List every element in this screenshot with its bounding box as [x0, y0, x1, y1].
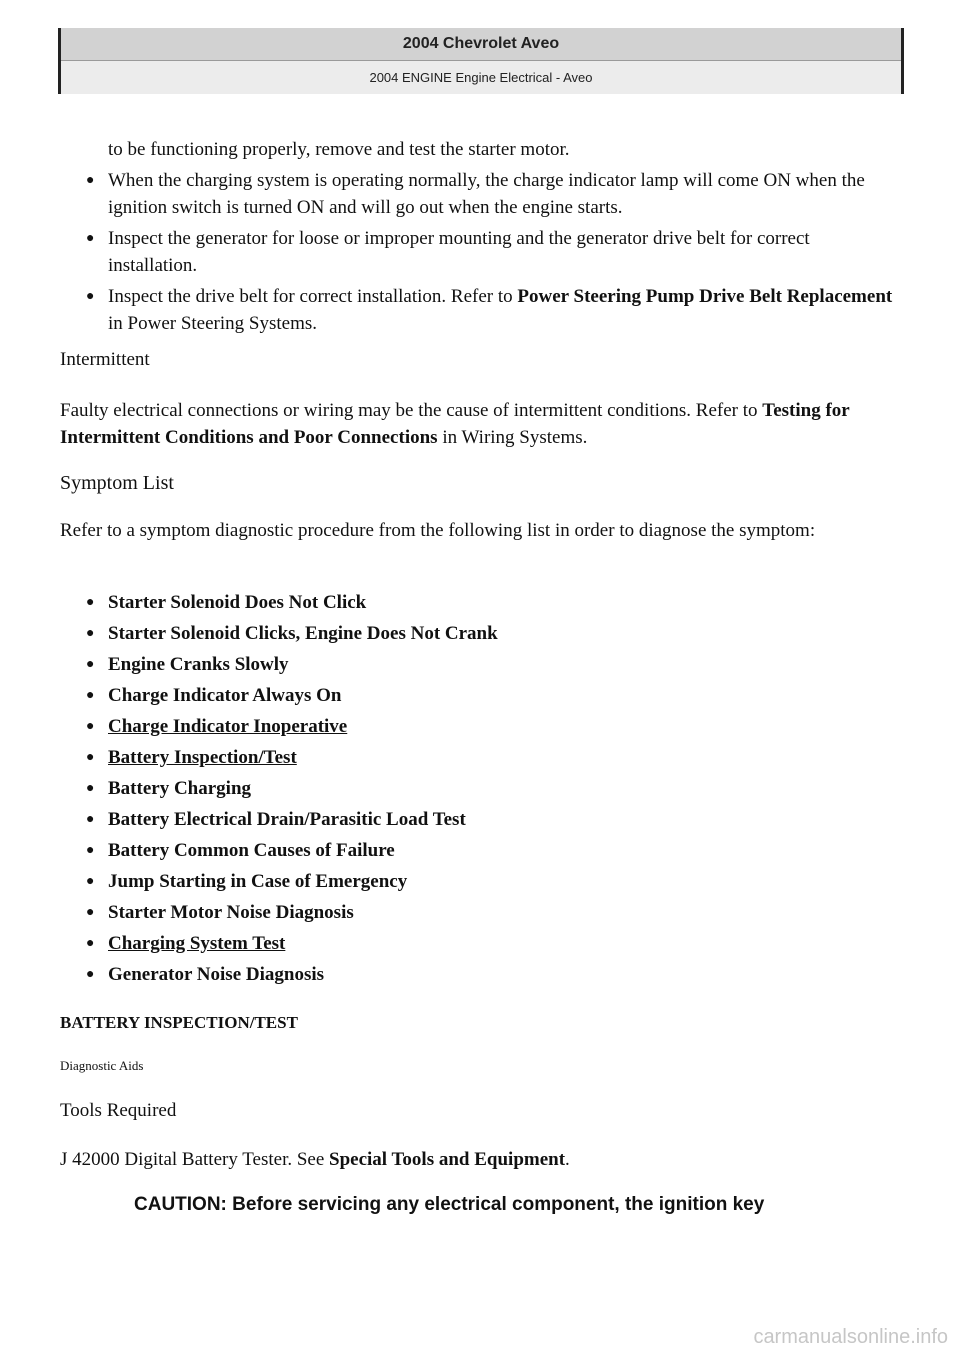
list-item [0, 961, 900, 988]
tool-paragraph [60, 1146, 900, 1173]
list-item [0, 899, 900, 926]
bullet-text: Inspect the generator for loose or improper mounting and the generator drive belt for correct installation. [108, 228, 810, 276]
bullet-text-before: Inspect the drive belt for correct installation. Refer to [108, 286, 518, 307]
list-item [0, 775, 900, 802]
list-item[interactable] [0, 713, 900, 740]
intro-bullet-list [0, 167, 900, 337]
symptom-label: Starter Solenoid Does Not Click [108, 592, 367, 613]
symptom-link[interactable]: Battery Inspection/Test [108, 747, 297, 768]
bullet-icon: ● [86, 688, 95, 703]
heading-tools-required: Tools Required [60, 1100, 177, 1121]
symptom-label: Battery Common Causes of Failure [108, 840, 395, 861]
bullet-icon: ● [86, 874, 95, 889]
bullet-icon: ● [86, 289, 95, 304]
list-item [0, 868, 900, 895]
symptom-link[interactable]: Charging System Test [108, 933, 286, 954]
bullet-icon: ● [86, 905, 95, 920]
bullet-icon: ● [86, 967, 95, 982]
symptom-label: Battery Electrical Drain/Parasitic Load Test [108, 809, 466, 830]
header-subtitle: 2004 ENGINE Engine Electrical - Aveo [61, 61, 901, 94]
intermittent-text: Faulty electrical connections or wiring may be the cause of intermittent conditions. Refer to [60, 400, 763, 421]
list-item [0, 283, 900, 337]
bullet-icon: ● [86, 231, 95, 246]
list-item [0, 589, 900, 616]
symptom-label: Charge Indicator Always On [108, 685, 342, 706]
bullet-text-after: in Power Steering Systems. [108, 313, 317, 334]
ref-intermittent-conditions: Testing for Intermittent Conditions and Poor Connections [60, 400, 850, 448]
bullet-icon: ● [86, 173, 95, 188]
symptom-label: Starter Motor Noise Diagnosis [108, 902, 354, 923]
symptom-label: Generator Noise Diagnosis [108, 964, 325, 985]
watermark: carmanualsonline.info [753, 1326, 948, 1348]
bullet-icon: ● [86, 595, 95, 610]
list-item [0, 225, 900, 279]
intermittent-text-after: in Wiring Systems. [437, 427, 588, 448]
symptom-link[interactable]: Charge Indicator Inoperative [108, 716, 348, 737]
symptom-label: Engine Cranks Slowly [108, 654, 289, 675]
symptom-label: Starter Solenoid Clicks, Engine Does Not Crank [108, 623, 498, 644]
bullet-icon: ● [86, 719, 95, 734]
symptom-list [0, 589, 900, 992]
bullet-icon: ● [86, 657, 95, 672]
continued-line: to be functioning properly, remove and test the starter motor. [108, 139, 570, 160]
symptom-paragraph: Refer to a symptom diagnostic procedure from the following list in order to diagnose the symptom: [60, 520, 816, 541]
ref-power-steering-belt: Power Steering Pump Drive Belt Replacement [517, 286, 893, 307]
heading-symptom-list: Symptom List [60, 472, 174, 494]
heading-battery-inspection: BATTERY INSPECTION/TEST [60, 1013, 298, 1032]
symptom-label: Battery Charging [108, 778, 252, 799]
bullet-icon: ● [86, 626, 95, 641]
list-item [0, 806, 900, 833]
list-item[interactable] [0, 930, 900, 957]
tool-text: J 42000 Digital Battery Tester. See [60, 1149, 330, 1170]
bullet-icon: ● [86, 781, 95, 796]
bullet-icon: ● [86, 750, 95, 765]
list-item[interactable] [0, 744, 900, 771]
ref-special-tools: Special Tools and Equipment [329, 1149, 566, 1170]
list-item [0, 837, 900, 864]
bullet-icon: ● [86, 843, 95, 858]
list-item [0, 682, 900, 709]
list-item [0, 620, 900, 647]
bullet-text: When the charging system is operating normally, the charge indicator lamp will come ON when the ignition switch is turned ON and will go out when the engine starts. [108, 170, 865, 218]
bullet-icon: ● [86, 812, 95, 827]
page-header [58, 28, 904, 94]
intermittent-paragraph [60, 397, 900, 451]
caution-text: CAUTION: Before servicing any electrical component, the ignition key [134, 1194, 765, 1215]
heading-diagnostic-aids: Diagnostic Aids [60, 1058, 144, 1073]
list-item [0, 167, 900, 221]
tool-text-end: . [565, 1149, 570, 1170]
heading-intermittent: Intermittent [60, 349, 150, 370]
bullet-icon: ● [86, 936, 95, 951]
header-title: 2004 Chevrolet Aveo [61, 28, 901, 61]
list-item [0, 651, 900, 678]
symptom-label: Jump Starting in Case of Emergency [108, 871, 408, 892]
